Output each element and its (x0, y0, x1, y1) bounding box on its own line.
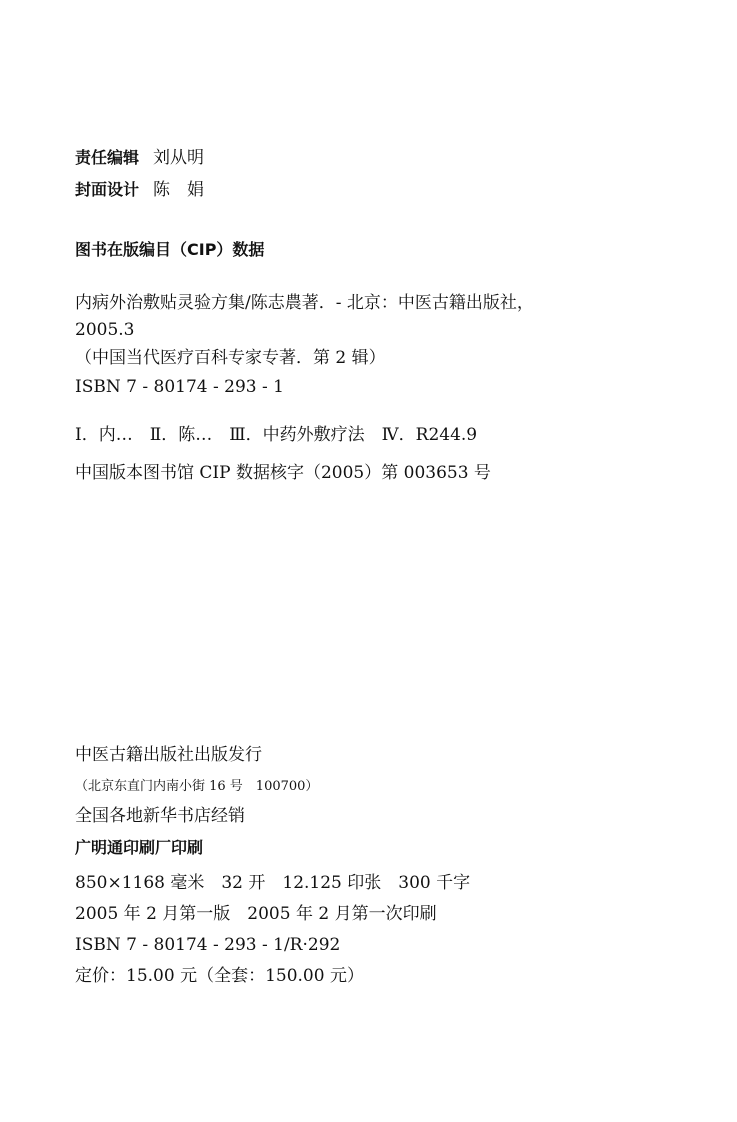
cip-series: （中国当代医疗百科专家专著．第 2 辑） (75, 348, 386, 368)
distributor: 全国各地新华书店经销 (75, 806, 245, 826)
publisher: 中医古籍出版社出版发行 (75, 745, 262, 765)
isbn-full: ISBN 7 - 80174 - 293 - 1/R·292 (75, 935, 341, 955)
credit-role: 责任编辑 (75, 148, 140, 167)
cip-heading: 图书在版编目（CIP）数据 (75, 240, 265, 259)
printer: 广明通印刷厂印刷 (75, 838, 204, 857)
book-format: 850×1168 毫米 32 开 12.125 印张 300 千字 (75, 873, 471, 893)
cip-classification: Ⅰ．内… Ⅱ．陈… Ⅲ．中药外敷疗法 Ⅳ．R244.9 (75, 425, 478, 445)
cip-isbn: ISBN 7 - 80174 - 293 - 1 (75, 377, 284, 397)
price: 定价：15.00 元（全套：150.00 元） (75, 966, 364, 986)
publisher-address: （北京东直门内南小街 16 号 100700） (75, 779, 319, 794)
credit-name: 刘从明 (153, 148, 205, 168)
edition: 2005 年 2 月第一版 2005 年 2 月第一次印刷 (75, 904, 437, 924)
cip-entry-line1: 内病外治敷贴灵验方集/陈志農著．- 北京：中医古籍出版社， (75, 293, 534, 313)
credit-name: 陈 娟 (153, 180, 205, 200)
credit-cover-design (75, 180, 204, 200)
cip-entry-line2: 2005.3 (75, 320, 135, 340)
credit-editor (75, 148, 204, 168)
credit-role: 封面设计 (75, 180, 140, 199)
cip-record-number: 中国版本图书馆 CIP 数据核字（2005）第 003653 号 (75, 463, 491, 483)
